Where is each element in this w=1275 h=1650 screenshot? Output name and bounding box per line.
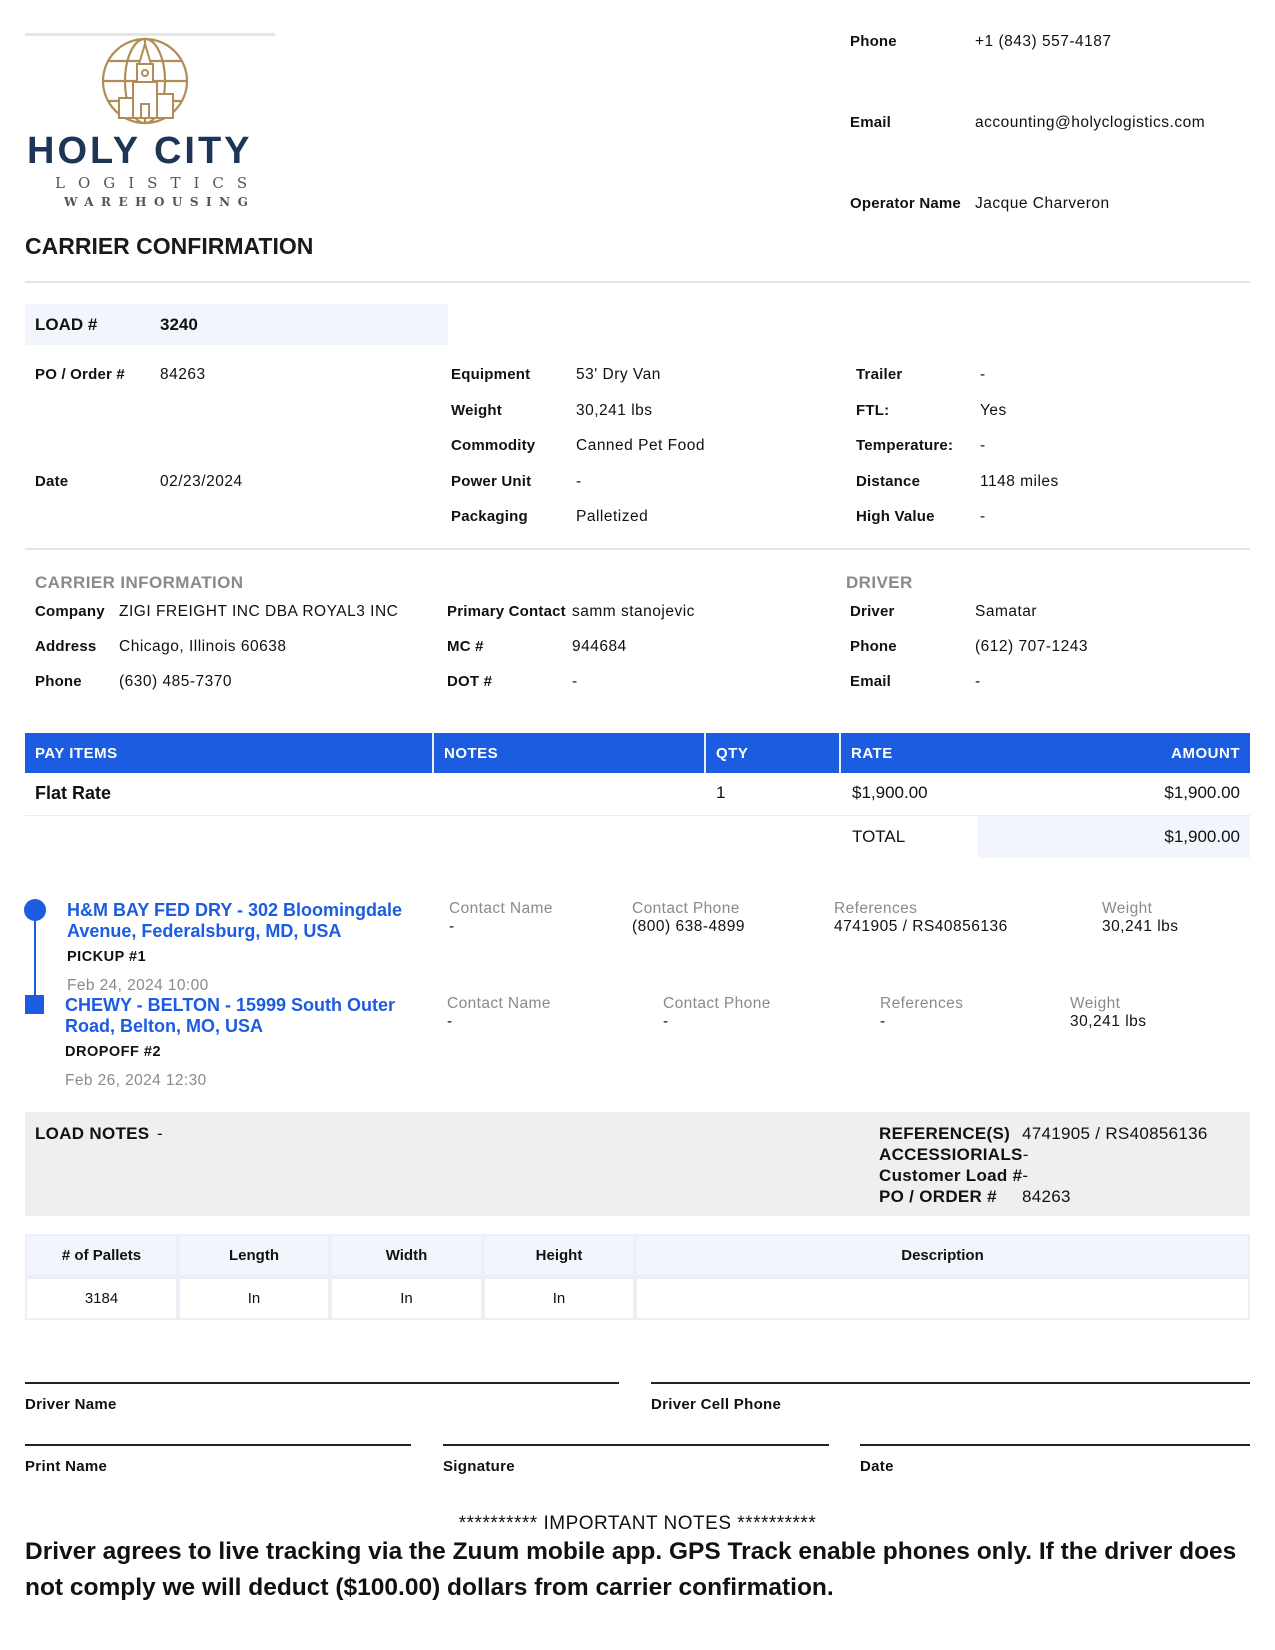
ftl-label: FTL: <box>856 402 890 419</box>
equipment-label: Equipment <box>451 366 531 383</box>
accessorials: - <box>1022 1145 1029 1164</box>
pickup-references: 4741905 / RS40856136 <box>834 918 1008 935</box>
brand-name: HOLY CITY <box>27 130 253 172</box>
pickup-references-label: References <box>834 900 918 917</box>
dropoff-marker-icon <box>25 995 44 1014</box>
dropoff-weight: 30,241 lbs <box>1070 1013 1147 1030</box>
driver-phone-label: Phone <box>850 638 897 655</box>
dropoff-contact-name: - <box>447 1013 453 1030</box>
distance-label: Distance <box>856 473 921 490</box>
pickup-contact-phone-label: Contact Phone <box>632 900 740 917</box>
signature-line[interactable] <box>443 1444 829 1446</box>
divider <box>25 281 1250 283</box>
height-value: In <box>483 1277 635 1320</box>
carrier-info-heading: CARRIER INFORMATION <box>35 573 244 592</box>
pickup-weight-label: Weight <box>1102 900 1153 917</box>
pickup-marker-icon <box>24 899 46 921</box>
qty-column-header: QTY <box>716 745 749 762</box>
column-divider <box>704 733 706 773</box>
commodity: Canned Pet Food <box>576 437 706 454</box>
carrier-address-label: Address <box>35 638 97 655</box>
primary-contact: samm stanojevic <box>572 603 695 620</box>
carrier-address: Chicago, Illinois 60638 <box>119 638 287 655</box>
customer-load-line <box>879 1166 1028 1186</box>
primary-contact-label: Primary Contact <box>447 603 566 620</box>
brand-line-warehousing: WAREHOUSING <box>64 195 256 209</box>
mc-number: 944684 <box>572 638 627 655</box>
packaging-label: Packaging <box>451 508 528 525</box>
pickup-contact-name-label: Contact Name <box>449 900 553 917</box>
temperature: - <box>980 437 986 454</box>
references: 4741905 / RS40856136 <box>1022 1124 1208 1143</box>
temperature-label: Temperature: <box>856 437 954 454</box>
pay-items-header <box>25 733 1250 773</box>
trailer: - <box>980 366 986 383</box>
ftl: Yes <box>980 402 1007 419</box>
pay-items-column-header: PAY ITEMS <box>35 745 118 762</box>
pallets-header: # of Pallets <box>25 1234 178 1277</box>
driver-heading: DRIVER <box>846 573 913 592</box>
pickup-contact-phone: (800) 638-4899 <box>632 918 745 935</box>
pallets-count: 3184 <box>25 1277 178 1320</box>
document-title: CARRIER CONFIRMATION <box>25 233 314 259</box>
load-notes: - <box>157 1124 163 1143</box>
important-notes-body: Driver agrees to live tracking via the Zuum mobile app. GPS Track enable phones only. If the driver does not comply we will deduct ($100.00) dollars from carrier confirmation. <box>25 1538 1237 1601</box>
power-unit: - <box>576 473 582 490</box>
length-value: In <box>178 1277 330 1320</box>
pickup-address[interactable]: H&M BAY FED DRY - 302 Bloomingdale Avenue, Federalsburg, MD, USA <box>67 900 403 941</box>
width-value: In <box>330 1277 483 1320</box>
load-notes-label: LOAD NOTES <box>35 1124 150 1143</box>
mc-label: MC # <box>447 638 484 655</box>
dropoff-weight-label: Weight <box>1070 995 1121 1012</box>
weight: 30,241 lbs <box>576 402 653 419</box>
column-divider <box>432 733 434 773</box>
power-unit-label: Power Unit <box>451 473 532 490</box>
dropoff-contact-phone: - <box>663 1013 669 1030</box>
commodity-label: Commodity <box>451 437 536 454</box>
dropoff-address[interactable]: CHEWY - BELTON - 15999 South Outer Road, Belton, MO, USA <box>65 995 396 1036</box>
driver-email: - <box>975 673 981 690</box>
load-number-label: LOAD # <box>35 315 98 334</box>
po-order: 84263 <box>160 366 206 383</box>
driver-email-label: Email <box>850 673 892 690</box>
weight-label: Weight <box>451 402 502 419</box>
dropoff-contact-name-label: Contact Name <box>447 995 551 1012</box>
pay-item-amount: $1,900.00 <box>1164 783 1240 802</box>
dot-number: - <box>572 673 578 690</box>
operator-name-label: Operator Name <box>850 195 961 212</box>
amount-column-header: AMOUNT <box>1171 745 1240 762</box>
driver-phone: (612) 707-1243 <box>975 638 1088 655</box>
total-amount: $1,900.00 <box>1164 827 1240 846</box>
date-label: Date <box>35 473 69 490</box>
width-header: Width <box>330 1234 483 1277</box>
customer-load: - <box>1022 1166 1029 1185</box>
signature-label: Signature <box>443 1458 515 1475</box>
height-header: Height <box>483 1234 635 1277</box>
driver-cell-line[interactable] <box>651 1382 1250 1384</box>
print-name-label: Print Name <box>25 1458 108 1475</box>
company-email[interactable]: accounting@holyclogistics.com <box>975 114 1206 131</box>
driver-cell-label: Driver Cell Phone <box>651 1396 782 1413</box>
company-phone: +1 (843) 557-4187 <box>975 33 1112 50</box>
dropoff-time: Feb 26, 2024 12:30 <box>65 1072 207 1089</box>
pay-item-qty: 1 <box>716 783 726 802</box>
po-order-notes: 84263 <box>1022 1187 1071 1206</box>
operator-name: Jacque Charveron <box>975 195 1110 212</box>
references-label: REFERENCE(S) <box>879 1124 1011 1143</box>
company-phone-label: Phone <box>850 33 897 50</box>
accessorials-label: ACCESSIORIALS <box>879 1145 1023 1164</box>
driver-name: Samatar <box>975 603 1038 620</box>
load-number: 3240 <box>160 315 198 334</box>
trailer-label: Trailer <box>856 366 903 383</box>
pickup-contact-name: - <box>449 918 455 935</box>
high-value: - <box>980 508 986 525</box>
pickup-weight: 30,241 lbs <box>1102 918 1179 935</box>
packaging: Palletized <box>576 508 649 525</box>
holy-city-globe-logo <box>95 36 195 126</box>
rate-column-header: RATE <box>851 745 893 762</box>
carrier-company-label: Company <box>35 603 105 620</box>
carrier-phone: (630) 485-7370 <box>119 673 232 690</box>
pickup-label: PICKUP #1 <box>67 949 147 965</box>
pay-item-name: Flat Rate <box>35 783 112 803</box>
description-value <box>635 1277 1250 1320</box>
pickup-time: Feb 24, 2024 10:00 <box>67 977 209 994</box>
brand-line-logistics: LOGISTICS <box>55 174 261 192</box>
customer-load-label: Customer Load # <box>879 1166 1023 1185</box>
dot-label: DOT # <box>447 673 493 690</box>
divider <box>25 548 1250 550</box>
driver-name-line[interactable] <box>25 1382 619 1384</box>
driver-name-label: Driver <box>850 603 895 620</box>
dropoff-references-label: References <box>880 995 964 1012</box>
notes-column-header: NOTES <box>444 745 499 762</box>
dropoff-label: DROPOFF #2 <box>65 1044 162 1060</box>
equipment: 53' Dry Van <box>576 366 661 383</box>
date-line[interactable] <box>860 1444 1250 1446</box>
distance: 1148 miles <box>980 473 1059 490</box>
high-value-label: High Value <box>856 508 935 525</box>
date: 02/23/2024 <box>160 473 243 490</box>
pay-item-rate: $1,900.00 <box>852 783 928 802</box>
dropoff-contact-phone-label: Contact Phone <box>663 995 771 1012</box>
description-header: Description <box>635 1234 1250 1277</box>
dropoff-references: - <box>880 1013 886 1030</box>
po-order-notes-label: PO / ORDER # <box>879 1187 997 1206</box>
carrier-company: ZIGI FREIGHT INC DBA ROYAL3 INC <box>119 603 399 620</box>
important-notes-title: ********** IMPORTANT NOTES ********** <box>458 1513 817 1534</box>
total-label: TOTAL <box>852 827 906 846</box>
print-name-line[interactable] <box>25 1444 411 1446</box>
company-email-label: Email <box>850 114 892 131</box>
sign-date-label: Date <box>860 1458 894 1475</box>
column-divider <box>839 733 841 773</box>
carrier-phone-label: Phone <box>35 673 82 690</box>
accessorials-line <box>879 1145 1029 1165</box>
length-header: Length <box>178 1234 330 1277</box>
po-order-label: PO / Order # <box>35 366 125 383</box>
driver-name-sign-label: Driver Name <box>25 1396 117 1413</box>
